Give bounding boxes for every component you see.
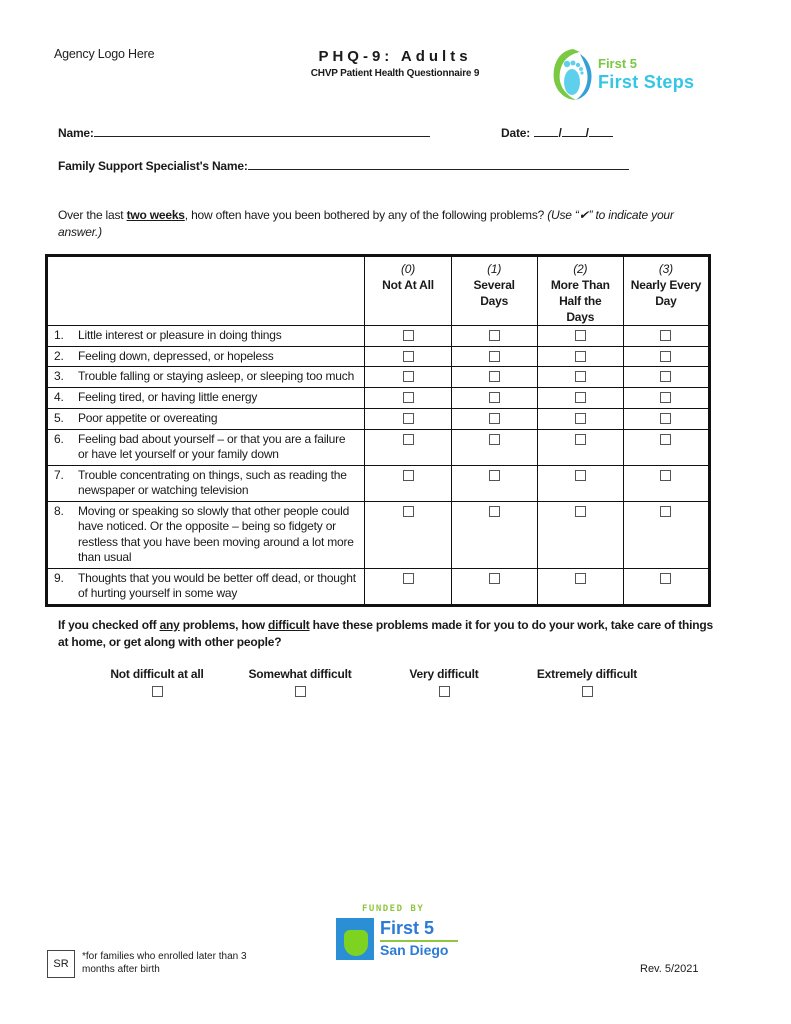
checkbox-more-than-half[interactable] — [575, 392, 586, 403]
specialist-name-label: Family Support Specialist's Name: — [58, 159, 248, 173]
question-cell — [47, 367, 365, 388]
difficulty-option-somewhat[interactable] — [240, 667, 360, 697]
date-day-line[interactable] — [562, 124, 586, 137]
column-header — [451, 256, 537, 326]
column-score: (0) — [400, 262, 416, 276]
checkbox-nearly-every-day[interactable] — [660, 413, 671, 424]
option-label: Extremely difficult — [536, 667, 638, 681]
column-label: More Than Half the Days — [550, 278, 610, 324]
difficulty-option-not-difficult[interactable] — [97, 667, 217, 697]
page-title: PHQ-9: Adults — [318, 48, 472, 65]
question-cell — [47, 465, 365, 501]
table-row — [47, 408, 710, 429]
table-row — [47, 465, 710, 501]
question-number: 2. — [54, 348, 64, 363]
checkbox-several-days[interactable] — [489, 470, 500, 481]
funder-line-2: San Diego — [380, 942, 449, 958]
intro-text: , how often have you been bothered by any of the following problems? — [184, 208, 548, 222]
question-number: 5. — [54, 410, 64, 425]
page-subtitle: CHVP Patient Health Questionnaire 9 — [310, 68, 480, 79]
checkbox-not-at-all[interactable] — [403, 573, 414, 584]
question-cell — [47, 408, 365, 429]
question-number: 1. — [54, 328, 64, 342]
checkbox-not-at-all[interactable] — [403, 434, 414, 445]
column-score: (1) — [487, 262, 502, 276]
difficulty-option-extremely[interactable] — [526, 667, 648, 697]
question-text: Trouble falling or staying asleep, or sleeping too much — [78, 369, 355, 383]
option-label: Not difficult at all — [110, 667, 204, 681]
checkbox-somewhat-difficult[interactable] — [295, 686, 306, 697]
checkbox-several-days[interactable] — [489, 392, 500, 403]
name-field[interactable] — [58, 124, 430, 142]
logo-line-1: First 5 — [598, 56, 638, 71]
checkbox-not-difficult[interactable] — [152, 686, 163, 697]
date-field[interactable] — [501, 124, 613, 142]
checkbox-nearly-every-day[interactable] — [660, 470, 671, 481]
checkbox-nearly-every-day[interactable] — [660, 351, 671, 362]
checkbox-not-at-all[interactable] — [403, 413, 414, 424]
question-cell — [47, 326, 365, 347]
intro-text: Over the last — [58, 208, 127, 222]
checkbox-not-at-all[interactable] — [403, 470, 414, 481]
phq9-table — [45, 254, 711, 607]
checkbox-more-than-half[interactable] — [575, 413, 586, 424]
checkbox-nearly-every-day[interactable] — [660, 506, 671, 517]
question-text: Trouble concentrating on things, such as reading the newspaper or watching television — [78, 467, 347, 497]
checkbox-very-difficult[interactable] — [439, 686, 450, 697]
column-label: Not At All — [382, 278, 434, 292]
table-row — [47, 568, 710, 605]
checkbox-more-than-half[interactable] — [575, 434, 586, 445]
difficulty-option-very[interactable] — [384, 667, 504, 697]
question-text: Little interest or pleasure in doing things — [78, 328, 282, 342]
table-header-row — [47, 256, 710, 326]
difficulty-text: have these problems made it for you to do your work, take care of things at home, or get along with other people? — [58, 618, 714, 649]
date-label: Date: — [501, 126, 531, 140]
checkbox-more-than-half[interactable] — [575, 371, 586, 382]
specialist-name-input-line[interactable] — [248, 157, 629, 170]
checkbox-more-than-half[interactable] — [575, 470, 586, 481]
name-input-line[interactable] — [94, 124, 430, 137]
table-row — [47, 367, 710, 388]
date-month-line[interactable] — [534, 124, 558, 137]
checkbox-not-at-all[interactable] — [403, 392, 414, 403]
question-number: 6. — [54, 431, 64, 446]
checkbox-several-days[interactable] — [489, 506, 500, 517]
name-label: Name: — [58, 126, 94, 140]
checkbox-nearly-every-day[interactable] — [660, 371, 671, 382]
question-number: 8. — [54, 503, 64, 518]
question-number: 3. — [54, 369, 64, 383]
checkbox-several-days[interactable] — [489, 351, 500, 362]
question-cell — [47, 501, 365, 568]
question-number: 9. — [54, 570, 64, 585]
date-separator: / — [585, 126, 589, 140]
difficulty-text: problems, how — [179, 618, 268, 632]
agency-logo-placeholder: Agency Logo Here — [54, 47, 155, 61]
header-blank-cell — [47, 256, 365, 326]
question-cell — [47, 388, 365, 409]
checkbox-more-than-half[interactable] — [575, 351, 586, 362]
checkbox-nearly-every-day[interactable] — [660, 434, 671, 445]
funded-by-label: FUNDED BY — [362, 904, 425, 914]
date-separator: / — [558, 126, 562, 140]
table-row — [47, 388, 710, 409]
hand-icon — [336, 918, 374, 960]
checkbox-more-than-half[interactable] — [575, 506, 586, 517]
question-text: Feeling down, depressed, or hopeless — [78, 348, 274, 363]
question-number: 7. — [54, 467, 64, 482]
revision-label: Rev. 5/2021 — [640, 963, 699, 975]
checkbox-not-at-all[interactable] — [403, 371, 414, 382]
question-cell — [47, 429, 365, 465]
checkbox-nearly-every-day[interactable] — [660, 392, 671, 403]
table-row — [47, 501, 710, 568]
checkbox-nearly-every-day[interactable] — [660, 573, 671, 584]
question-text: Thoughts that you would be better off dead, or thought of hurting yourself in some way — [78, 570, 356, 600]
table-row — [47, 346, 710, 367]
checkbox-more-than-half[interactable] — [575, 330, 586, 341]
difficulty-emphasis-difficult: difficult — [267, 618, 310, 632]
column-header — [537, 256, 623, 326]
checkbox-not-at-all[interactable] — [403, 330, 414, 341]
checkbox-several-days[interactable] — [489, 371, 500, 382]
funded-by-first-5-san-diego-logo — [330, 904, 465, 970]
checkbox-several-days[interactable] — [489, 573, 500, 584]
checkbox-nearly-every-day[interactable] — [660, 330, 671, 341]
first-5-first-steps-logo — [550, 46, 720, 104]
question-text: Feeling bad about yourself – or that you are a failure or have let yourself or your family down — [78, 431, 346, 461]
table-row — [47, 326, 710, 347]
date-year-line[interactable] — [589, 124, 613, 137]
question-cell — [47, 346, 365, 367]
question-text: Moving or speaking so slowly that other people could have noticed. Or the opposite – being so fidgety or restless that you have been moving around a lot more than usual — [78, 503, 354, 564]
intro-emphasis: two weeks — [126, 208, 185, 222]
footprint-icon — [550, 46, 596, 102]
question-text: Feeling tired, or having little energy — [78, 390, 258, 404]
checkbox-extremely-difficult[interactable] — [582, 686, 593, 697]
question-text: Poor appetite or overeating — [78, 410, 218, 425]
column-score: (3) — [658, 262, 673, 276]
column-label: Nearly Every Day — [630, 278, 702, 308]
checkbox-not-at-all[interactable] — [403, 351, 414, 362]
sr-box: SR — [47, 950, 75, 978]
difficulty-text: If you checked off — [58, 618, 160, 632]
checkbox-not-at-all[interactable] — [403, 506, 414, 517]
intro-instruction: (Use “✔” to indicate your answer.) — [58, 208, 674, 239]
column-header — [623, 256, 709, 326]
checkbox-several-days[interactable] — [489, 330, 500, 341]
difficulty-emphasis-any: any — [159, 618, 180, 632]
checkbox-several-days[interactable] — [489, 434, 500, 445]
column-header — [365, 256, 451, 326]
question-number: 4. — [54, 390, 64, 404]
column-label: Several Days — [473, 278, 515, 308]
logo-line-2: First Steps — [598, 72, 695, 92]
specialist-name-field[interactable] — [58, 157, 629, 175]
column-score: (2) — [573, 262, 588, 276]
funder-line-1: First 5 — [380, 918, 435, 938]
question-cell — [47, 568, 365, 605]
option-label: Somewhat difficult — [248, 667, 352, 681]
checkbox-several-days[interactable] — [489, 413, 500, 424]
footnote: *for families who enrolled later than 3 months after birth — [82, 951, 247, 975]
difficulty-question — [58, 617, 718, 651]
checkbox-more-than-half[interactable] — [575, 573, 586, 584]
option-label: Very difficult — [409, 667, 479, 681]
table-row — [47, 429, 710, 465]
instructions — [58, 207, 708, 241]
